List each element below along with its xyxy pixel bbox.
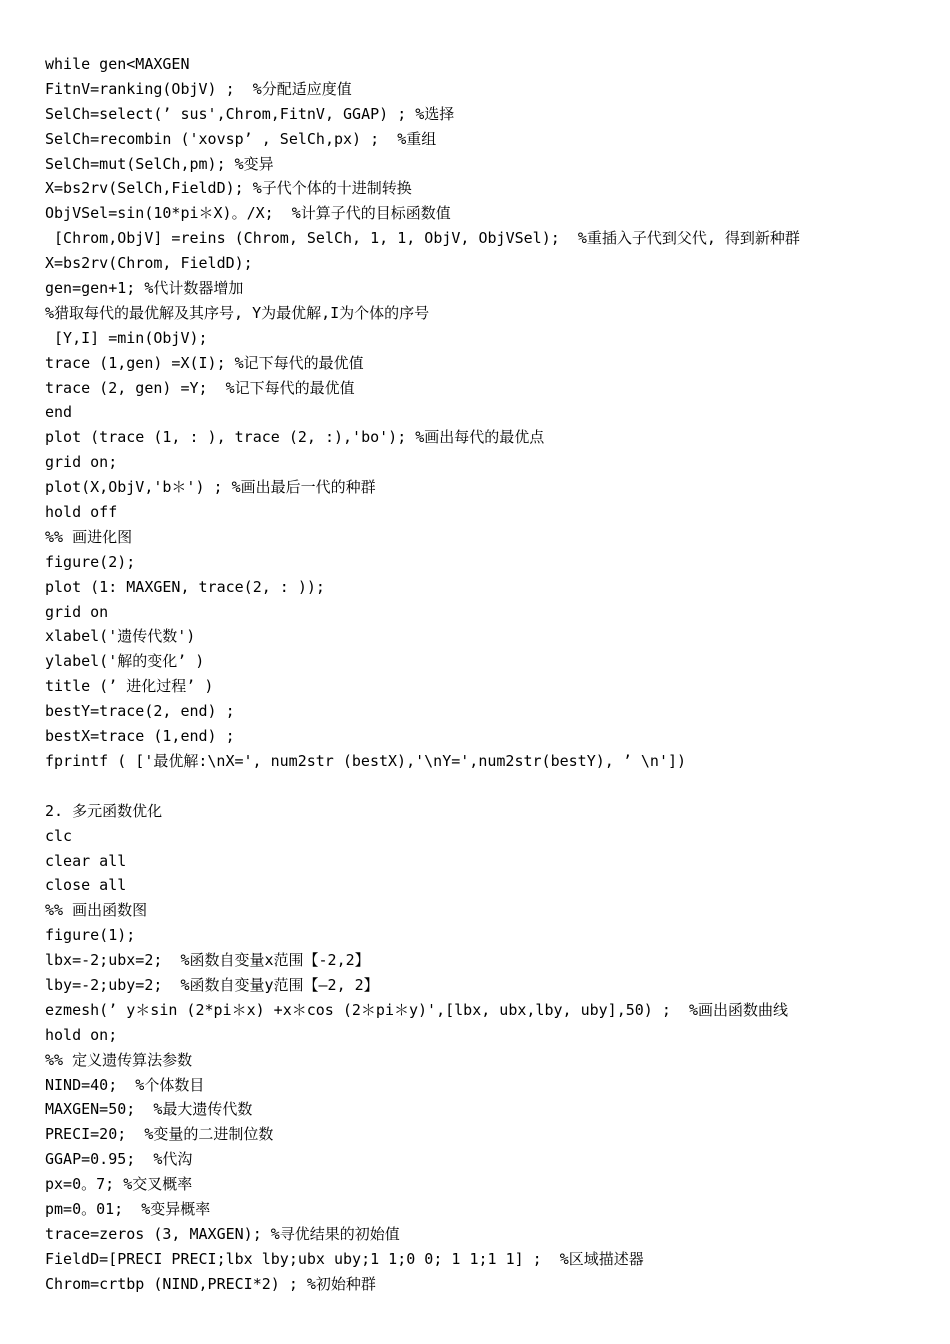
code-line: pm=0。01; %变异概率 <box>45 1199 211 1218</box>
code-line: X=bs2rv(SelCh,FieldD); %子代个体的十进制转换 <box>45 179 412 198</box>
code-line: [Chrom,ObjV] =reins (Chrom, SelCh, 1, 1, ObjV, ObjVSel); %重插入子代到父代, 得到新种群 <box>45 229 800 248</box>
code-line: ylabel('解的变化’ ) <box>45 652 205 671</box>
code-line: px=0。7; %交叉概率 <box>45 1175 193 1194</box>
code-line: ObjVSel=sin(10*pi＊X)。/X; %计算子代的目标函数值 <box>45 204 451 223</box>
code-line: trace (2, gen) =Y; %记下每代的最优值 <box>45 378 355 397</box>
code-line: close all <box>45 876 127 895</box>
code-line: FieldD=[PRECI PRECI;lbx lby;ubx uby;1 1;0 0; 1 1;1 1] ; %区域描述器 <box>45 1249 644 1268</box>
code-line: X=bs2rv(Chrom, FieldD); <box>45 254 253 273</box>
code-line: fprintf ( ['最优解:\nX=', num2str (bestX),'\nY=',num2str(bestY), ’ \n']) <box>45 751 687 770</box>
code-line: clc <box>45 826 73 845</box>
code-line: figure(1); <box>45 926 136 945</box>
code-line: hold off <box>45 503 118 522</box>
code-line: figure(2); <box>45 552 136 571</box>
code-line: bestY=trace(2, end) ; <box>45 702 235 721</box>
code-line: bestX=trace (1,end) ; <box>45 727 235 746</box>
code-line: %% 画出函数图 <box>45 901 148 920</box>
code-line: FitnV=ranking(ObjV) ; %分配适应度值 <box>45 79 352 98</box>
code-line: trace=zeros (3, MAXGEN); %寻优结果的初始值 <box>45 1224 400 1243</box>
code-line: plot (1: MAXGEN, trace(2, : )); <box>45 577 325 596</box>
blank-line <box>45 774 925 799</box>
code-line: hold on; <box>45 1025 118 1044</box>
code-listing <box>45 52 925 1297</box>
code-line: xlabel('遗传代数') <box>45 627 196 646</box>
code-line: SelCh=select(’ sus',Chrom,FitnV, GGAP) ; %选择 <box>45 104 455 123</box>
code-line: lby=-2;uby=2; %函数自变量y范围【—2, 2】 <box>45 975 379 994</box>
code-line: plot(X,ObjV,'b＊') ; %画出最后一代的种群 <box>45 478 376 497</box>
code-line: GGAP=0.95; %代沟 <box>45 1150 193 1169</box>
code-line: end <box>45 403 73 422</box>
code-line: [Y,I] =min(ObjV); <box>45 328 208 347</box>
code-line: Chrom=crtbp (NIND,PRECI*2) ; %初始种群 <box>45 1274 376 1293</box>
code-line: %猎取每代的最优解及其序号, Y为最优解,I为个体的序号 <box>45 303 430 322</box>
code-line: NIND=40; %个体数目 <box>45 1075 205 1094</box>
code-line: SelCh=recombin ('xovsp’ , SelCh,px) ; %重组 <box>45 129 437 148</box>
code-line: title (’ 进化过程’ ) <box>45 677 214 696</box>
code-line: plot (trace (1, : ), trace (2, :),'bo'); %画出每代的最优点 <box>45 428 545 447</box>
code-line: lbx=-2;ubx=2; %函数自变量x范围【-2,2】 <box>45 951 370 970</box>
code-line: gen=gen+1; %代计数器增加 <box>45 279 244 298</box>
code-line: trace (1,gen) =X(I); %记下每代的最优值 <box>45 353 364 372</box>
code-line: while gen<MAXGEN <box>45 55 190 73</box>
code-line: clear all <box>45 851 127 870</box>
code-line: ezmesh(’ y＊sin (2*pi＊x) +x＊cos (2＊pi＊y)',[lbx, ubx,lby, uby],50) ; %画出函数曲线 <box>45 1000 788 1019</box>
section-heading: 2. 多元函数优化 <box>45 801 163 820</box>
code-line: grid on; <box>45 453 118 472</box>
code-line: grid on <box>45 602 109 621</box>
code-line: SelCh=mut(SelCh,pm); %变异 <box>45 154 274 173</box>
code-line: %% 定义遗传算法参数 <box>45 1050 193 1069</box>
code-line: MAXGEN=50; %最大遗传代数 <box>45 1100 253 1119</box>
code-line: PRECI=20; %变量的二进制位数 <box>45 1125 274 1144</box>
code-line: %% 画进化图 <box>45 527 133 546</box>
